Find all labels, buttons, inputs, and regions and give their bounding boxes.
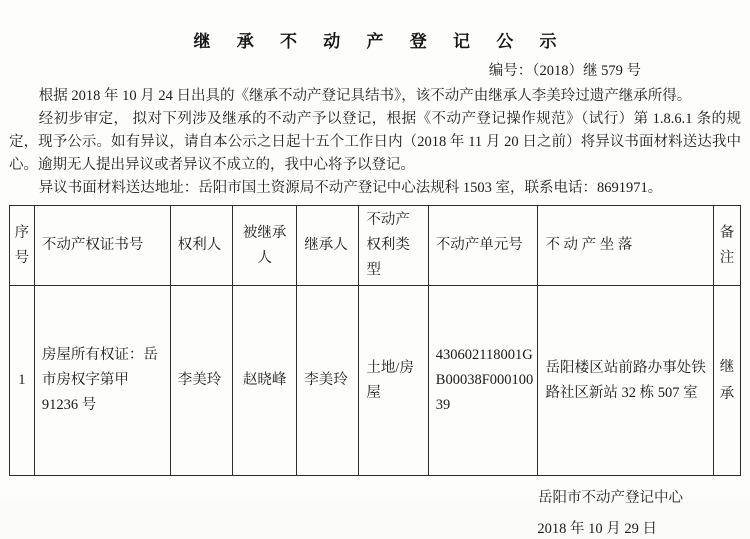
registration-table <box>9 205 741 476</box>
cell-cert-no: 房屋所有权证：岳市房权字第甲 91236 号 <box>34 286 170 476</box>
header-heir: 继承人 <box>297 206 359 286</box>
header-seq: 序号 <box>10 206 35 286</box>
table-row <box>10 286 741 476</box>
paragraph-objection-address: 异议书面材料送达地址：岳阳市国土资源局不动产登记中心法规科 1503 室，联系电话：8691971。 <box>38 180 663 196</box>
issuer-name: 岳阳市不动产登记中心 <box>538 490 683 506</box>
cell-decedent: 赵晓峰 <box>232 286 296 476</box>
issue-date: 2018 年 10 月 29 日 <box>537 521 657 537</box>
footer <box>9 488 741 539</box>
cell-seq: 1 <box>10 286 35 476</box>
header-unit-no: 不动产单元号 <box>428 206 538 286</box>
cell-location: 岳阳楼区站前路办事处铁路社区新站 32 栋 507 室 <box>538 286 713 476</box>
cell-remark: 继承 <box>713 286 740 476</box>
cell-right-holder: 李美玲 <box>170 286 232 476</box>
header-location: 不 动 产 坐 落 <box>538 206 713 286</box>
paragraph-basis: 根据 2018 年 10 月 24 日出具的《继承不动产登记具结书》，该不动产由继承人李美玲过遗产继承所得。 <box>38 88 692 104</box>
paragraph-review: 经初步审定， 拟对下列涉及继承的不动产予以登记，根据《不动产登记操作规范》（试行）第 1.8.6.1 条的规定，现予公示。如有异议，请自本公示之日起十五个工作日内（2018 年 11 月 20 日之前）将异议书面材料送达我中心。逾期无人提出异议或者异议不成立的，我中心将予以登记。 <box>9 111 741 173</box>
cell-right-type: 土地/房屋 <box>359 286 428 476</box>
table-header-row <box>10 206 741 286</box>
header-right-type: 不动产权利类型 <box>359 206 428 286</box>
doc-number: 编号：（2018）继 579 号 <box>488 63 641 79</box>
header-remark: 备注 <box>713 206 740 286</box>
header-right-holder: 权利人 <box>170 206 232 286</box>
cell-unit-no: 430602118001GB00038F00010039 <box>428 286 538 476</box>
page-title: 继 承 不 动 产 登 记 公 示 <box>193 32 568 51</box>
header-cert-no: 不动产权证书号 <box>34 206 170 286</box>
header-decedent: 被继承人 <box>232 206 296 286</box>
cell-heir: 李美玲 <box>297 286 359 476</box>
